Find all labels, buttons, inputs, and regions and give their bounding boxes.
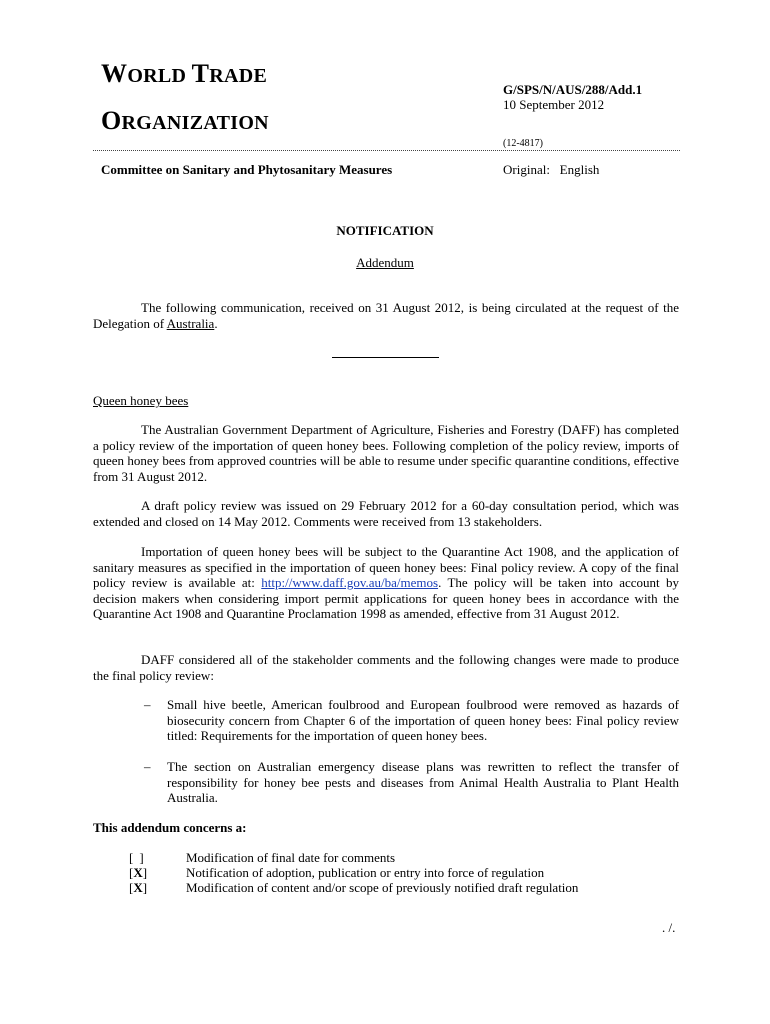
checkbox-mark: [ ] [129,850,144,865]
intro-paragraph: The following communication, received on 31 August 2012, is being circulated at the request of the Delegation of Australia. [93,300,679,331]
document-number: (12-4817) [503,138,543,149]
country-name: Australia [166,315,215,331]
policy-review-link[interactable]: http://www.daff.gov.au/ba/memos [261,575,439,590]
org-name-line-2: ORGANIZATION [101,106,269,135]
dash-marker: – [144,697,151,712]
concern-label: Modification of final date for comments [186,850,396,865]
committee-name: Committee on Sanitary and Phytosanitary Measures [101,162,393,177]
continuation-mark: . /. [662,920,676,935]
org-name-line-1: WORLD TRADE [101,59,268,88]
header-divider [93,150,680,151]
bullet-text: The section on Australian emergency disease plans was rewritten to reflect the transfer of responsibility for honey bee pests and diseases from Animal Health Australia to Plant Health Australia. [167,759,679,805]
separator-line [332,357,439,358]
document-date: 10 September 2012 [503,97,605,112]
bullet-item-2 [144,759,680,807]
bullet-text: Small hive beetle, American foulbrood and European foulbrood were removed as hazards of biosecurity concern from Chapter 6 of the importation of queen honey bees: Final policy review titled: Requirements for the importation of queen honey bees. [167,697,679,743]
notification-title: NOTIFICATION [336,223,434,238]
concerns-heading: This addendum concerns a: [93,820,247,835]
document-symbol: G/SPS/N/AUS/288/Add.1 [503,82,643,97]
checkbox-mark: [X] [129,865,148,880]
concern-label: Notification of adoption, publication or entry into force of regulation [186,865,545,880]
paragraph-1: The Australian Government Department of Agriculture, Fisheries and Forestry (DAFF) has completed a policy review of the importation of queen honey bees. Following completion of the policy review, imports of queen honey bees from approved countries will be able to resume under specific quarantine conditions, effective from 31 August 2012. [93,422,679,484]
addendum-subtitle: Addendum [356,255,414,270]
concern-label: Modification of content and/or scope of previously notified draft regulation [186,880,579,895]
paragraph-2: A draft policy review was issued on 29 February 2012 for a 60-day consultation period, which was extended and closed on 14 May 2012. Comments were received from 13 stakeholders. [93,498,679,529]
dash-marker: – [144,759,151,774]
checkbox-mark: [X] [129,880,148,895]
concern-item [129,865,689,881]
section-heading: Queen honey bees [93,393,189,408]
original-language: Original: English [503,162,600,177]
paragraph-4: DAFF considered all of the stakeholder comments and the following changes were made to produce the final policy review: [93,652,679,683]
paragraph-3: Importation of queen honey bees will be subject to the Quarantine Act 1908, and the application of sanitary measures as specified in the importation of queen honey bees: Final policy review. A copy of the final policy review is available at: http://www.daff.gov.au/ba/memos. The policy will be taken into account by decision makers when considering import permit applications for queen honey bees in accordance with the Quarantine Act 1908 and Quarantine Proclamation 1998 as amended, effective from 31 August 2012. [93,544,679,621]
bullet-item-1 [144,697,680,745]
concern-item [129,850,689,866]
concern-item [129,880,689,896]
